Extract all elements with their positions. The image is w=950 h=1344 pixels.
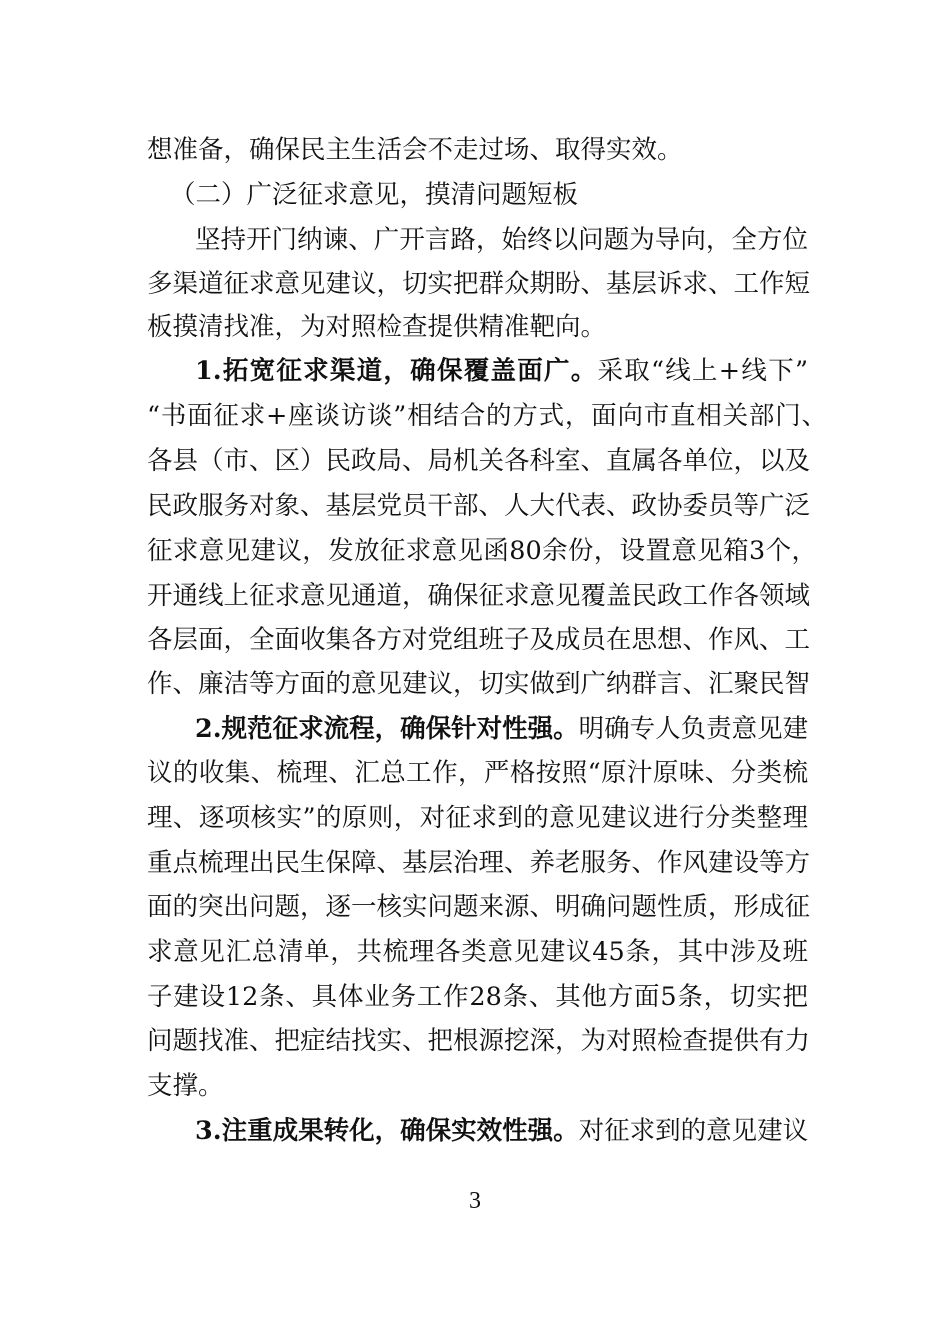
text-line: [147, 669, 811, 699]
line-text: 采取“线上+线下”: [597, 356, 808, 386]
page-number: 3: [469, 1188, 481, 1214]
text-line: [147, 312, 808, 342]
text-line: [147, 225, 808, 255]
text-line: [147, 135, 808, 165]
text-line: [147, 982, 808, 1012]
text-line: [147, 536, 817, 566]
section-heading: [170, 180, 831, 210]
line-text: 板摸清找准，为对照检查提供精准靶向。: [147, 312, 607, 342]
line-text: （二）广泛征求意见，摸清问题短板: [170, 180, 579, 210]
line-text: 各县（市、区）民政局、局机关各科室、直属各单位，以及: [147, 446, 811, 476]
bold-lead: 2.规范征求流程，确保针对性强。: [195, 714, 579, 744]
line-text: 各层面，全面收集各方对党组班子及成员在思想、作风、工: [147, 625, 811, 655]
line-text: 多渠道征求意见建议，切实把群众期盼、基层诉求、工作短: [147, 269, 811, 299]
line-text: 对征求到的意见建议: [578, 1116, 809, 1146]
line-text: 问题找准、把症结找实、把根源挖深，为对照检查提供有力: [147, 1026, 811, 1056]
text-line: [147, 937, 808, 967]
line-text: 议的收集、梳理、汇总工作，严格按照“原汁原味、分类梳: [147, 758, 808, 788]
text-line: [147, 1116, 808, 1146]
text-line: [147, 803, 808, 833]
text-line: [147, 848, 811, 878]
line-text: “书面征求+座谈访谈”相结合的方式，面向市直相关部门、: [147, 401, 827, 431]
text-line: [147, 491, 811, 521]
text-line: [147, 1026, 811, 1056]
line-text: 想准备，确保民主生活会不走过场、取得实效。: [147, 135, 683, 165]
text-line: [147, 625, 811, 655]
line-text: 明确专人负责意见建: [578, 714, 809, 744]
text-line: [147, 356, 808, 386]
text-line: [147, 758, 808, 788]
text-line: [147, 892, 811, 922]
line-text: 坚持开门纳谏、广开言路，始终以问题为导向，全方位: [195, 225, 808, 255]
line-text: 理、逐项核实”的原则，对征求到的意见建议进行分类整理: [147, 803, 808, 833]
line-text: 面的突出问题，逐一核实问题来源、明确问题性质，形成征: [147, 892, 811, 922]
line-text: 民政服务对象、基层党员干部、人大代表、政协委员等广泛: [147, 491, 811, 521]
line-text: 作、廉洁等方面的意见建议，切实做到广纳群言、汇聚民智: [147, 669, 811, 699]
text-line: [147, 714, 808, 744]
text-line: [147, 446, 811, 476]
line-text: 求意见汇总清单，共梳理各类意见建议45条，其中涉及班: [147, 937, 808, 967]
line-text: 子建设12条、具体业务工作28条、其他方面5条，切实把: [147, 982, 808, 1012]
line-text: 征求意见建议，发放征求意见函80余份，设置意见箱3个，: [147, 536, 817, 566]
line-text: 支撑。: [147, 1071, 224, 1101]
text-line: [147, 401, 827, 431]
text-line: [147, 269, 811, 299]
line-text: 重点梳理出民生保障、基层治理、养老服务、作风建设等方: [147, 848, 811, 878]
bold-lead: 3.注重成果转化，确保实效性强。: [195, 1116, 579, 1146]
bold-lead: 1.拓宽征求渠道，确保覆盖面广。: [195, 356, 598, 386]
text-line: [147, 581, 811, 611]
line-text: 开通线上征求意见通道，确保征求意见覆盖民政工作各领域: [147, 581, 811, 611]
text-line: [147, 1071, 808, 1101]
